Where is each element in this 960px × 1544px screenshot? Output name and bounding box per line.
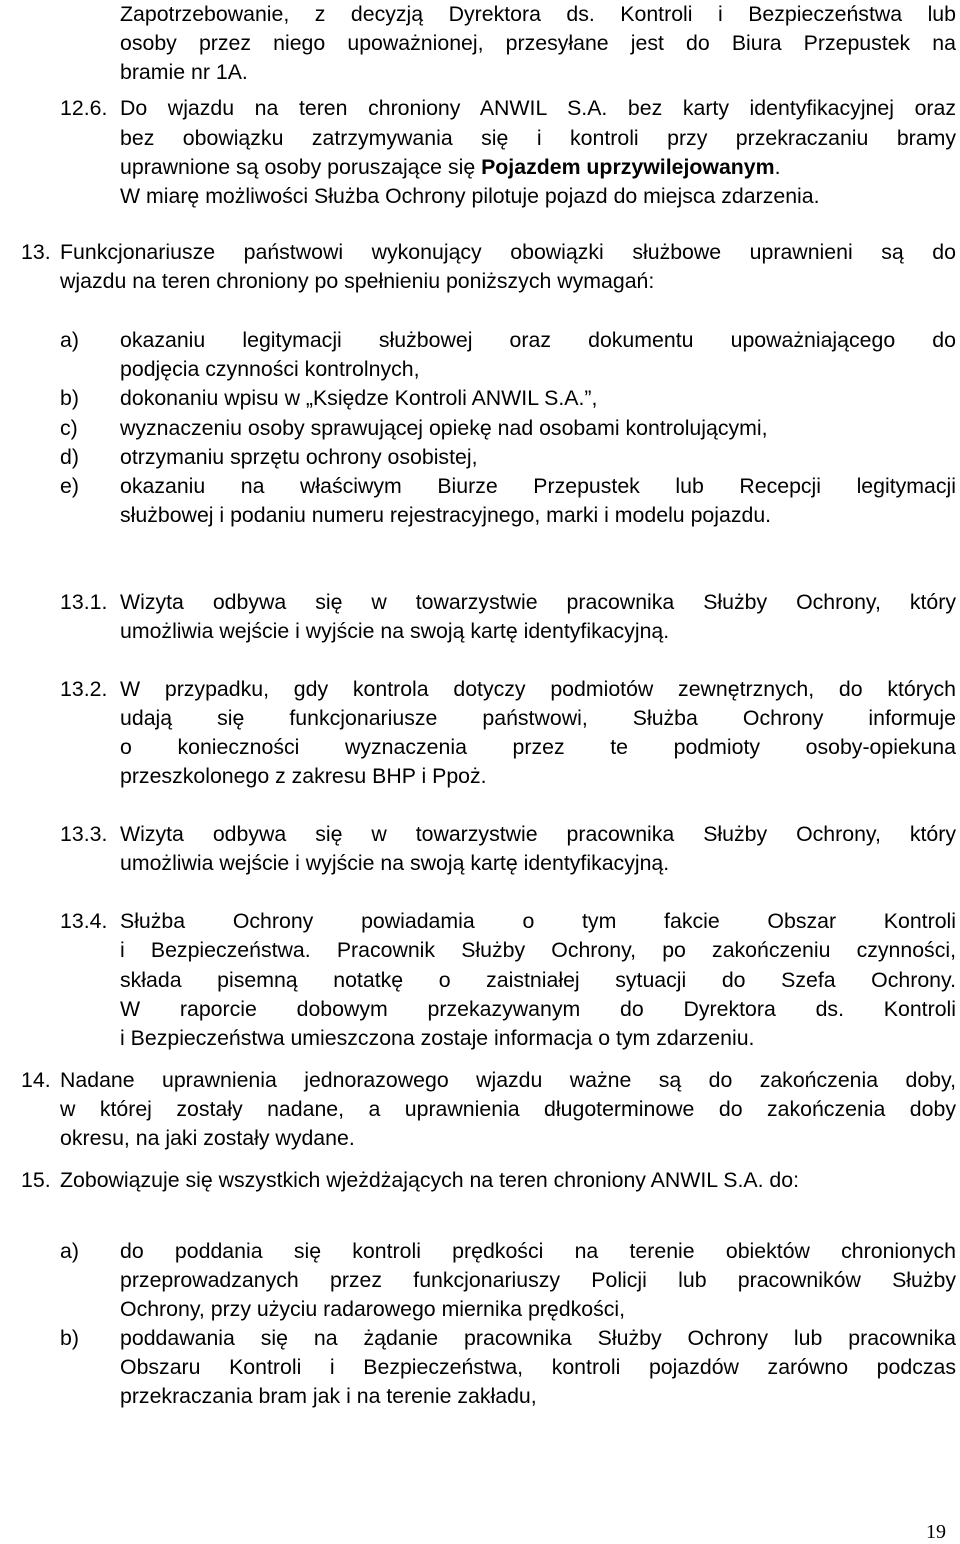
- text-line: Zapotrzebowanie, z decyzją Dyrektora ds. Kontroli i Bezpieczeństwa lub: [120, 2, 956, 26]
- text-line: umożliwia wejście i wyjście na swoją kartę identyfikacyjną.: [120, 619, 670, 643]
- text-line: bramie nr 1A.: [120, 60, 248, 84]
- list-label: a): [60, 1239, 79, 1263]
- text-line: umożliwia wejście i wyjście na swoją kartę identyfikacyjną.: [120, 851, 670, 875]
- section-number: 13.4.: [60, 909, 108, 933]
- list-item-line: Ochrony, przy użyciu radarowego miernika prędkości,: [120, 1297, 626, 1321]
- section-number: 13.3.: [60, 822, 108, 846]
- text-line: Wizyta odbywa się w towarzystwie pracownika Służby Ochrony, który: [120, 822, 956, 846]
- text-line: Wizyta odbywa się w towarzystwie pracownika Służby Ochrony, który: [120, 590, 956, 614]
- list-label: a): [60, 328, 79, 352]
- text-line: bez obowiązku zatrzymywania się i kontroli przy przekraczaniu bramy: [120, 126, 956, 150]
- section-number: 14.: [21, 1068, 51, 1092]
- list-item-line: podjęcia czynności kontrolnych,: [120, 357, 420, 381]
- bold-term: Pojazdem uprzywilejowanym: [481, 155, 775, 179]
- text-line: Zobowiązuje się wszystkich wjeżdżających na teren chroniony ANWIL S.A. do:: [60, 1168, 800, 1192]
- text-line: wjazdu na teren chroniony po spełnieniu poniższych wymagań:: [60, 269, 655, 293]
- list-label: b): [60, 1326, 79, 1350]
- text-line: w której zostały nadane, a uprawnienia długoterminowe do zakończenia doby: [60, 1097, 956, 1121]
- text-line: składa pisemną notatkę o zaistniałej sytuacji do Szefa Ochrony.: [120, 968, 956, 992]
- text-line: Funkcjonariusze państwowi wykonujący obowiązki służbowe uprawnieni są do: [60, 240, 956, 264]
- list-label: b): [60, 386, 79, 410]
- text-line: o konieczności wyznaczenia przez te podmioty osoby-opiekuna: [120, 735, 956, 759]
- text-line: Nadane uprawnienia jednorazowego wjazdu ważne są do zakończenia doby,: [60, 1068, 956, 1092]
- list-item-line: dokonaniu wpisu w „Księdze Kontroli ANWIL S.A.”,: [120, 386, 598, 410]
- text-line: i Bezpieczeństwa umieszczona zostaje informacja o tym zdarzeniu.: [120, 1026, 755, 1050]
- section-number: 12.6.: [60, 96, 108, 120]
- text-line: okresu, na jaki zostały wydane.: [60, 1126, 355, 1150]
- text-line: Służba Ochrony powiadamia o tym fakcie Obszar Kontroli: [120, 909, 956, 933]
- list-item-line: przekraczania bram jak i na terenie zakładu,: [120, 1384, 537, 1408]
- list-label: d): [60, 445, 79, 469]
- text-line: przeszkolonego z zakresu BHP i Ppoż.: [120, 764, 487, 788]
- list-label: c): [60, 416, 78, 440]
- text-line: i Bezpieczeństwa. Pracownik Służby Ochrony, po zakończeniu czynności,: [120, 938, 956, 962]
- text-line: Do wjazdu na teren chroniony ANWIL S.A. bez karty identyfikacyjnej oraz: [120, 96, 956, 120]
- text-line: W raporcie dobowym przekazywanym do Dyrektora ds. Kontroli: [120, 997, 956, 1021]
- section-number: 13.1.: [60, 590, 108, 614]
- list-item-line: poddawania się na żądanie pracownika Służby Ochrony lub pracownika: [120, 1326, 956, 1350]
- list-item-line: przeprowadzanych przez funkcjonariuszy Policji lub pracowników Służby: [120, 1268, 956, 1292]
- section-number: 13.2.: [60, 677, 108, 701]
- text-line: [120, 155, 956, 179]
- text-line: osoby przez niego upoważnionej, przesyłane jest do Biura Przepustek na: [120, 31, 956, 55]
- list-item-line: służbowej i podaniu numeru rejestracyjnego, marki i modelu pojazdu.: [120, 503, 772, 527]
- list-item-line: wyznaczeniu osoby sprawującej opiekę nad osobami kontrolującymi,: [120, 416, 768, 440]
- list-label: e): [60, 474, 79, 498]
- text-segment: uprawnione są osoby poruszające się: [120, 155, 482, 179]
- section-number: 13.: [21, 240, 51, 264]
- list-item-line: okazaniu na właściwym Biurze Przepustek lub Recepcji legitymacji: [120, 474, 956, 498]
- list-item-line: do poddania się kontroli prędkości na terenie obiektów chronionych: [120, 1239, 956, 1263]
- text-line: W przypadku, gdy kontrola dotyczy podmiotów zewnętrznych, do których: [120, 677, 956, 701]
- text-segment: .: [774, 155, 781, 179]
- section-number: 15.: [21, 1168, 51, 1192]
- text-line: udają się funkcjonariusze państwowi, Służba Ochrony informuje: [120, 706, 956, 730]
- list-item-line: Obszaru Kontroli i Bezpieczeństwa, kontroli pojazdów zarówno podczas: [120, 1355, 956, 1379]
- text-line: W miarę możliwości Służba Ochrony pilotuje pojazd do miejsca zdarzenia.: [120, 184, 820, 208]
- list-item-line: otrzymaniu sprzętu ochrony osobistej,: [120, 445, 478, 469]
- page-number: 19: [926, 1521, 946, 1543]
- list-item-line: okazaniu legitymacji służbowej oraz dokumentu upoważniającego do: [120, 328, 956, 352]
